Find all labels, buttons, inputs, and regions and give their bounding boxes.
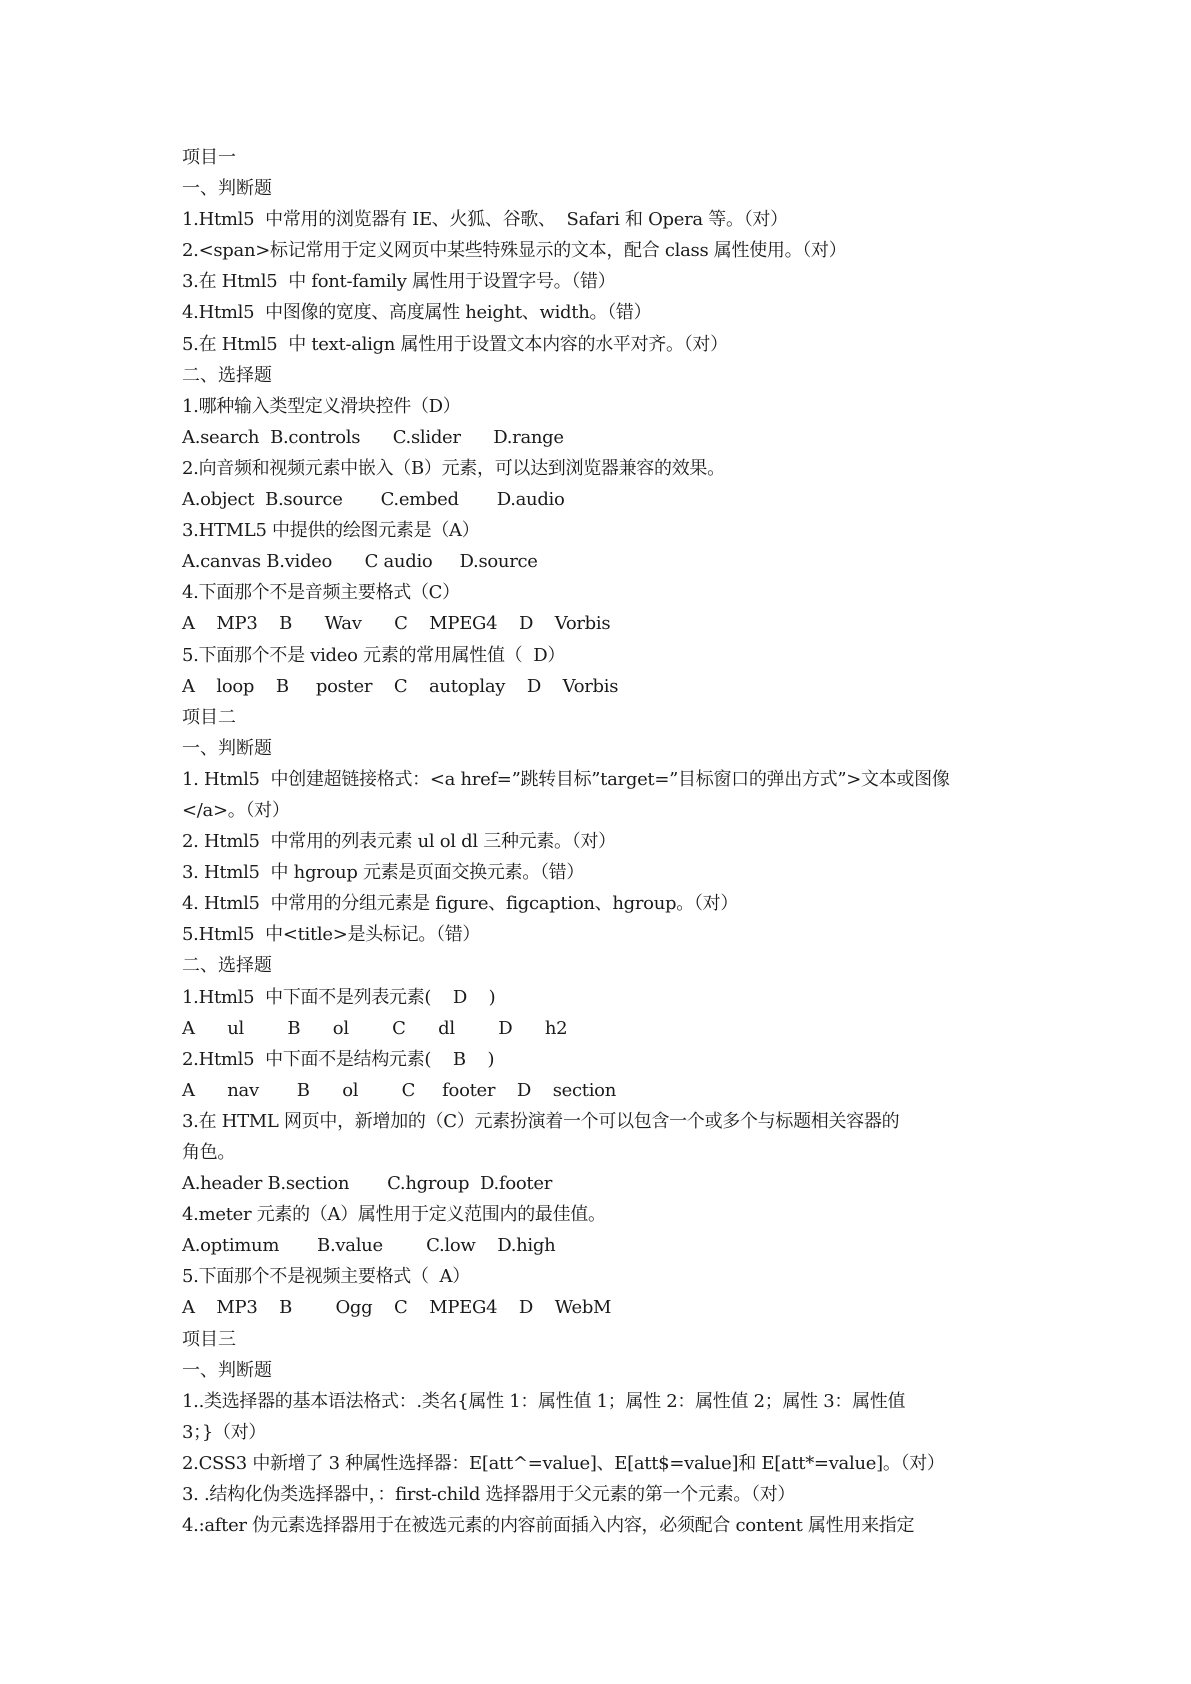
section-multiple-choice: 二、选择题: [182, 364, 272, 386]
question-line: 1.哪种输入类型定义滑块控件（D）: [182, 395, 461, 417]
question-line-continued: 3；}（对）: [182, 1421, 267, 1443]
question-line: 2. Html5 中常用的列表元素 ul ol dl 三种元素。（对）: [182, 831, 616, 853]
question-line: 2.Html5 中下面不是结构元素( B ): [182, 1048, 495, 1070]
options-line: A MP3 B Ogg C MPEG4 D WebM: [182, 1297, 612, 1319]
question-line: 4.下面那个不是音频主要格式（C）: [182, 582, 460, 604]
options-line: A.object B.source C.embed D.audio: [182, 489, 565, 511]
question-line: 4.meter 元素的（A）属性用于定义范围内的最佳值。: [182, 1204, 606, 1226]
options-line: A MP3 B Wav C MPEG4 D Vorbis: [182, 613, 611, 635]
question-line: 4. Html5 中常用的分组元素是 figure、figcaption、hgroup。（对）: [182, 893, 739, 915]
question-line: 4.:after 伪元素选择器用于在被选元素的内容前面插入内容，必须配合 content 属性用来指定: [182, 1515, 915, 1537]
section-true-false: 一、判断题: [182, 178, 272, 200]
options-line: A nav B ol C footer D section: [182, 1079, 617, 1101]
question-line: 3.在 HTML 网页中，新增加的（C）元素扮演着一个可以包含一个或多个与标题相关容器的: [182, 1110, 900, 1132]
question-line: 1. Html5 中创建超链接格式：<a href=”跳转目标”target=”目标窗口的弹出方式”>文本或图像: [182, 768, 950, 790]
question-line: 2.向音频和视频元素中嵌入（B）元素，可以达到浏览器兼容的效果。: [182, 457, 725, 479]
section-true-false: 一、判断题: [182, 1359, 272, 1381]
question-line: 5.在 Html5 中 text-align 属性用于设置文本内容的水平对齐。（对）: [182, 333, 728, 355]
question-line: 4.Html5 中图像的宽度、高度属性 height、width。（错）: [182, 302, 652, 324]
question-line-continued: </a>。（对）: [182, 799, 290, 821]
document-page: [182, 142, 1022, 1541]
question-line: 1..类选择器的基本语法格式：.类名{属性 1：属性值 1；属性 2：属性值 2；属性 3：属性值: [182, 1390, 906, 1412]
question-line: 2.<span>标记常用于定义网页中某些特殊显示的文本，配合 class 属性使用。（对）: [182, 240, 847, 262]
question-line: 3. Html5 中 hgroup 元素是页面交换元素。（错）: [182, 862, 585, 884]
heading-project-1: 项目一: [182, 147, 236, 168]
options-line: A ul B ol C dl D h2: [182, 1017, 568, 1039]
options-line: A.search B.controls C.slider D.range: [182, 426, 564, 448]
options-line: A.header B.section C.hgroup D.footer: [182, 1173, 552, 1195]
question-line-continued: 角色。: [182, 1142, 236, 1163]
options-line: A loop B poster C autoplay D Vorbis: [182, 675, 619, 697]
heading-project-3: 项目三: [182, 1328, 236, 1350]
section-true-false: 一、判断题: [182, 737, 272, 759]
question-line: 3.HTML5 中提供的绘图元素是（A）: [182, 520, 480, 542]
question-line: 2.CSS3 中新增了 3 种属性选择器：E[att^=value]、E[att$=value]和 E[att*=value]。（对）: [182, 1452, 945, 1474]
section-multiple-choice: 二、选择题: [182, 955, 272, 977]
question-line: 5.下面那个不是视频主要格式（ A）: [182, 1266, 470, 1288]
options-line: A.canvas B.video C audio D.source: [182, 551, 538, 573]
question-line: 3. .结构化伪类选择器中，：first-child 选择器用于父元素的第一个元素。（对）: [182, 1484, 796, 1506]
options-line: A.optimum B.value C.low D.high: [182, 1235, 556, 1257]
question-line: 1.Html5 中常用的浏览器有 IE、火狐、谷歌、 Safari 和 Opera 等。（对）: [182, 209, 788, 231]
question-line: 5.下面那个不是 video 元素的常用属性值（ D）: [182, 644, 566, 666]
question-line: 3.在 Html5 中 font-family 属性用于设置字号。（错）: [182, 271, 616, 293]
question-line: 5.Html5 中<title>是头标记。（错）: [182, 924, 481, 946]
heading-project-2: 项目二: [182, 706, 236, 728]
question-line: 1.Html5 中下面不是列表元素( D ): [182, 986, 496, 1008]
